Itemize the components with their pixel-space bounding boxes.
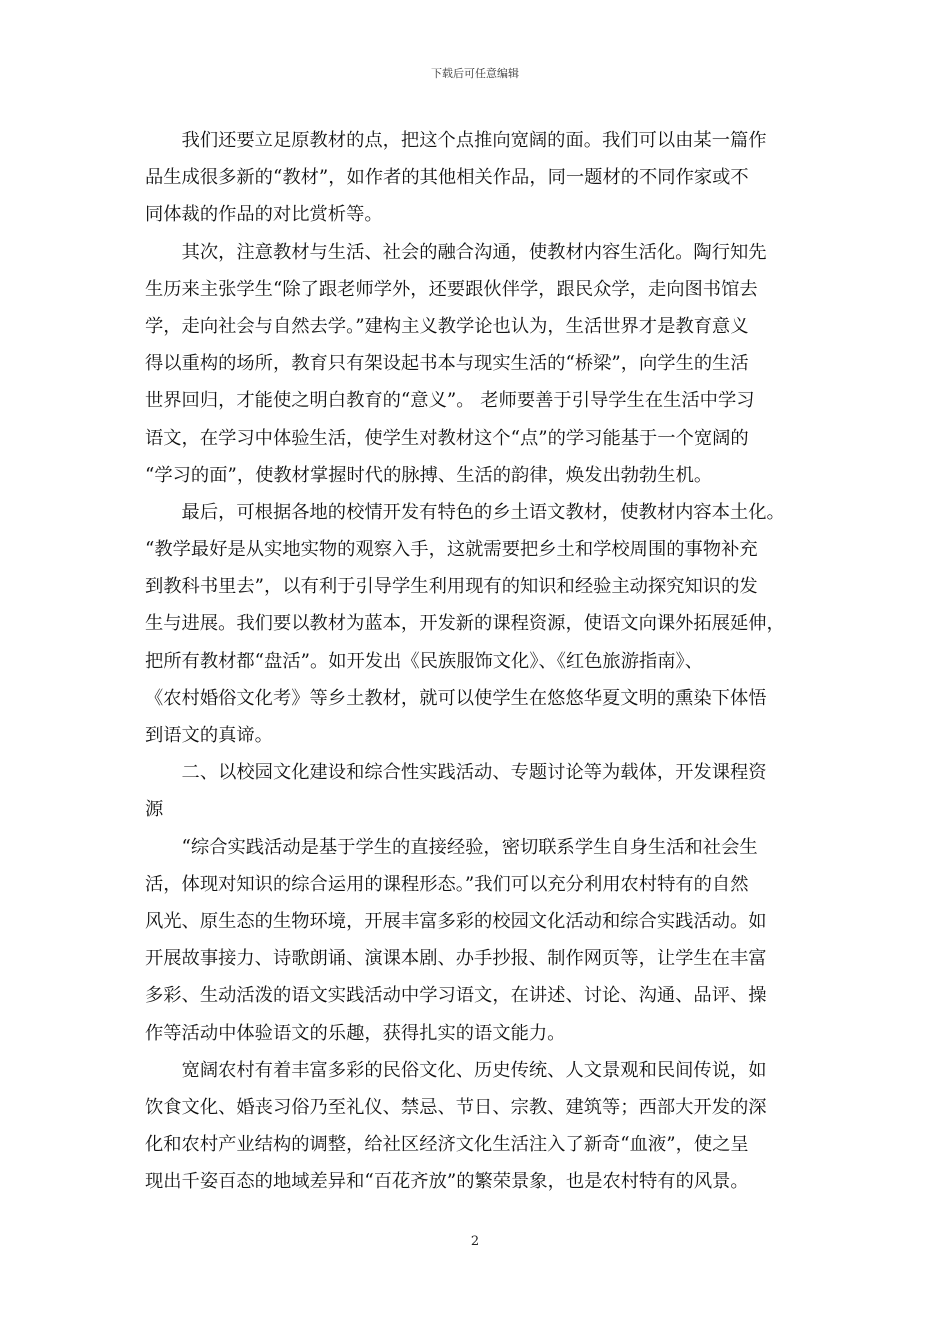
- text-line: 世界回归，才能使之明白教育的“意义”。 老师要善于引导学生在生活中学习: [145, 390, 755, 412]
- text-line: 宽阔农村有着丰富多彩的民俗文化、历史传统、人文景观和民间传说，如: [145, 1059, 767, 1081]
- text-line: 《农村婚俗文化考》等乡土教材，就可以使学生在悠悠华夏文明的熏染下体悟: [145, 687, 767, 709]
- text-line: 同体裁的作品的对比赏析等。: [145, 204, 383, 226]
- text-line: “学习的面”，使教材掌握时代的脉搏、生活的韵律，焕发出勃勃生机。: [145, 464, 713, 486]
- section-heading-line: 二、以校园文化建设和综合性实践活动、专题讨论等为载体，开发课程资: [145, 762, 767, 784]
- page-header: 下载后可任意编辑: [431, 67, 519, 80]
- text-line: 其次，注意教材与生活、社会的融合沟通，使教材内容生活化。陶行知先: [145, 241, 767, 263]
- text-line: 作等活动中体验语文的乐趣，获得扎实的语文能力。: [145, 1022, 566, 1044]
- text-line: 语文，在学习中体验生活，使学生对教材这个“点”的学习能基于一个宽阔的: [145, 427, 749, 449]
- text-line: 现出千姿百态的地域差异和“百花齐放”的繁荣景象，也是农村特有的风景。: [145, 1171, 749, 1193]
- text-line: 把所有教材都“盘活”。如开发出《民族服饰文化》、《红色旅游指南》、: [145, 650, 703, 672]
- text-line: 风光、原生态的生物环境，开展丰富多彩的校园文化活动和综合实践活动。如: [145, 910, 767, 932]
- text-line: 开展故事接力、诗歌朗诵、演课本剧、办手抄报、制作网页等，让学生在丰富: [145, 948, 767, 970]
- text-line: “综合实践活动是基于学生的直接经验，密切联系学生自身生活和社会生: [145, 836, 758, 858]
- section-heading-line: 源: [145, 799, 164, 821]
- text-line: 饮食文化、婚丧习俗乃至礼仪、禁忌、节日、宗教、建筑等；西部大开发的深: [145, 1096, 767, 1118]
- text-line: 最后，可根据各地的校情开发有特色的乡土语文教材，使教材内容本土化。: [145, 501, 785, 523]
- page-number: 2: [470, 1234, 480, 1249]
- text-line: 得以重构的场所，教育只有架设起书本与现实生活的“桥梁”，向学生的生活: [145, 353, 749, 375]
- text-line: 品生成很多新的“教材”，如作者的其他相关作品，同一题材的不同作家或不: [145, 167, 749, 189]
- text-line: 多彩、生动活泼的语文实践活动中学习语文，在讲述、讨论、沟通、品评、操: [145, 985, 767, 1007]
- text-line: “教学最好是从实地实物的观察入手，这就需要把乡土和学校周围的事物补充: [145, 539, 758, 561]
- text-line: 活，体现对知识的综合运用的课程形态。”我们可以充分利用农村特有的自然: [145, 873, 749, 895]
- text-line: 到语文的真谛。: [145, 725, 273, 746]
- text-line: 学，走向社会与自然去学。”建构主义教学论也认为，生活世界才是教育意义: [145, 315, 749, 337]
- document-body: [145, 122, 808, 1200]
- text-line: 化和农村产业结构的调整，给社区经济文化生活注入了新奇“血液”，使之呈: [145, 1134, 749, 1156]
- text-line: 到教科书里去”，以有利于引导学生利用现有的知识和经验主动探究知识的发: [145, 576, 758, 598]
- text-line: 生与进展。我们要以教材为蓝本，开发新的课程资源，使语文向课外拓展延伸，: [145, 613, 785, 635]
- text-line: 生历来主张学生“除了跟老师学外，还要跟伙伴学，跟民众学，走向图书馆去: [145, 278, 758, 300]
- text-line: 我们还要立足原教材的点，把这个点推向宽阔的面。我们可以由某一篇作: [145, 130, 767, 151]
